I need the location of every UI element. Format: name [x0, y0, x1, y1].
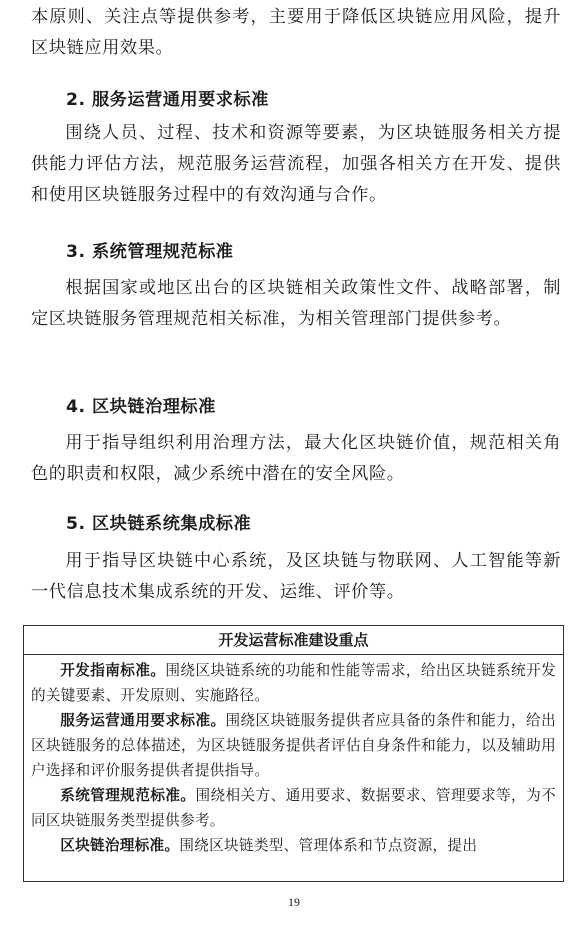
box-item-term: 开发指南标准。 — [60, 662, 166, 679]
box-item-governance — [31, 833, 556, 858]
intro-paragraph-continued: 本原则、关注点等提供参考，主要用于降低区块链应用风险，提升区块链应用效果。 — [31, 7, 561, 58]
section-4-heading: 4. 区块链治理标准 — [66, 397, 216, 417]
section-3-body: 根据国家或地区出台的区块链相关政策性文件、战略部署，制定区块链服务管理规范相关标准，为相关管理部门提供参考。 — [31, 278, 561, 329]
box-item-term: 服务运营通用要求标准。 — [60, 712, 226, 729]
box-item-term: 系统管理规范标准。 — [60, 787, 196, 804]
section-2-body: 围绕人员、过程、技术和资源等要素，为区块链服务相关方提供能力评估方法，规范服务运营流程，加强各相关方在开发、提供和使用区块链服务过程中的有效沟通与合作。 — [31, 123, 561, 205]
section-5-body: 用于指导区块链中心系统，及区块链与物联网、人工智能等新一代信息技术集成系统的开发、运维、评价等。 — [31, 551, 561, 602]
key-points-box — [23, 625, 564, 882]
box-title: 开发运营标准建设重点 — [24, 626, 563, 655]
box-item-text: 围绕区块链服务提供者应具备的条件和能力，给出区块链服务的总体描述，为区块链服务提供者评估自身条件和能力，以及辅助用户选择和评价服务提供者提供指导。 — [31, 712, 556, 779]
box-item-service-ops — [31, 708, 556, 783]
box-item-dev-guide — [31, 658, 556, 708]
section-2-heading: 2. 服务运营通用要求标准 — [66, 90, 269, 110]
box-item-text: 围绕区块链系统的功能和性能等需求，给出区块链系统开发的关键要素、开发原则、实施路径。 — [31, 662, 556, 704]
box-item-text: 围绕区块链类型、管理体系和节点资源，提出 — [179, 837, 478, 854]
section-3-heading: 3. 系统管理规范标准 — [66, 242, 234, 262]
box-item-term: 区块链治理标准。 — [60, 837, 180, 854]
box-item-text: 围绕相关方、通用要求、数据要求、管理要求等，为不同区块链服务类型提供参考。 — [31, 787, 557, 829]
page-number: 19 — [288, 895, 300, 909]
section-5-heading: 5. 区块链系统集成标准 — [66, 514, 252, 534]
section-4-body: 用于指导组织利用治理方法，最大化区块链价值，规范相关角色的职责和权限，减少系统中潜在的安全风险。 — [31, 433, 561, 484]
box-item-system-mgmt — [31, 783, 556, 833]
box-content — [24, 655, 563, 858]
